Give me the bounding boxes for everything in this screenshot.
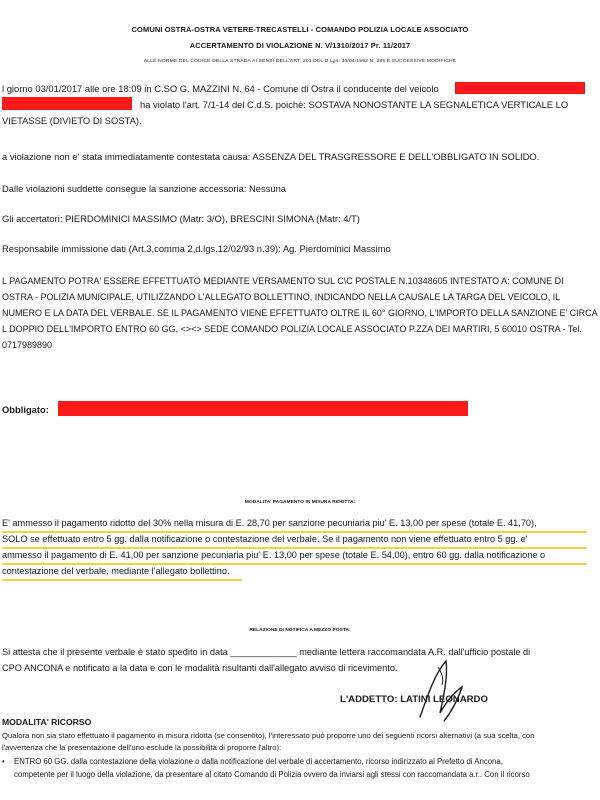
bullet-icon: • — [2, 757, 5, 766]
appeal-title: MODALITA' RICORSO — [2, 717, 92, 727]
redacted-obligated-party — [58, 401, 468, 416]
reduced-payment-line-1: E' ammesso il pagamento ridotto del 30% nella misura di E. 28,70 per sanzione pecuniaria piu' E. 13,00 per spese (totale E. 41,70), — [2, 518, 537, 528]
violation-line-2: ha violato l'art. 7/1-14 del C.d.S. poichè: SOSTAVA NONOSTANTE LA SEGNALETICA VERTICALE LO — [140, 99, 569, 110]
redacted-vehicle-plate — [455, 82, 585, 94]
highlight-underline-1 — [2, 531, 587, 533]
violation-line-1: l giorno 03/01/2017 alle ore 18:09 in C.SO G. MAZZINI N. 64 - Comune di Ostra il conducente del veicolo — [2, 83, 439, 94]
accessory-sanction: Dalle violazioni suddette consegue la sanzione accessoria: Nessuna — [2, 183, 287, 194]
legal-note: ALLE NORME DEL CODICE DELLA STRADA AI SENSI DELL'ART. 201 DEL D.Lgs. 30/04/1992 N. 285 E SUCCESSIVE MODIFICHE — [143, 59, 457, 64]
notification-line-1: Si attesta che il presente verbale è stato spedito in data _____________ mediante lettera raccomandata A.R. dall'ufficio postale di — [2, 647, 531, 657]
highlight-underline-4 — [2, 579, 242, 581]
highlight-underline-3 — [2, 563, 587, 565]
officer-name: L'ADDETTO: LATINI LEONARDO — [340, 694, 488, 705]
contestation-reason: a violazione non e' stata immediatamente contestata causa: ASSENZA DEL TRASGRESSORE E DELL'OBBLIGATO IN SOLIDO. — [2, 151, 540, 162]
appeal-line-2: l'avvertenza che la presentazione dell'uno esclude la possibilità di proporre l'altro): — [2, 743, 282, 752]
reduced-payment-line-3: ammesso il pagamento di E. 41,00 per sanzione pecuniaria piu' E. 13,00 per spese (totale E. 54,00), entro 60 gg. dalla notificazione o — [2, 550, 546, 560]
appeal-line-4: competente per il luogo della violazione, da presentare al citato Comando di Polizia ovvero da inviarsi agli stessi con raccomandata a.r.. Con il ricorso — [14, 770, 530, 779]
reduced-payment-line-2: SOLO se effettuato entro 5 gg. dalla notificazione o contestazione del verbale. Se il pagamento non viene effettuato entro 5 gg. e' — [2, 534, 528, 544]
payment-line-1: L PAGAMENTO POTRA' ESSERE EFFETTUATO MEDIANTE VERSAMENTO SUL C\C POSTALE N.10348605 INTESTATO A: COMUNE DI — [2, 276, 564, 286]
payment-line-2: OSTRA - POLIZIA MUNICIPALE, UTILIZZANDO L'ALLEGATO BOLLETTINO, INDICANDO NELLA CAUSALE LA TARGA DEL VEICOLO, IL — [2, 292, 561, 302]
appeal-line-3: ENTRO 60 GG. dalla contestazione della violazione o dalla notificazione del verbale di accertamento, ricorso indirizzato al Prefetto di Ancona, — [14, 757, 503, 766]
agents-line: Gli accertatori: PIERDOMINICI MASSIMO (Matr: 3/O), BRESCINI SIMONA (Matr: 4/T) — [2, 213, 360, 224]
redacted-vehicle-model — [2, 97, 132, 110]
reduced-payment-title: MODALITA' PAGAMENTO IN MISURA RIDOTTA: — [244, 500, 356, 505]
highlight-underline-2 — [2, 547, 587, 549]
reduced-payment-line-4: contestazione del verbale, mediante l'allegato bollettino. — [2, 566, 230, 576]
handwritten-signature — [400, 655, 480, 725]
notice-number-title: ACCERTAMENTO DI VIOLAZIONE N. V/1310/2017 Pr. 11/2017 — [189, 41, 411, 50]
payment-line-5: 0717989890 — [2, 340, 53, 350]
appeal-line-1: Qualora non sia stato effettuato il pagamento in misura ridotta (se consentito), l'interessato può proporre uno dei seguenti ricorsi alternativi (a sua scelta, con — [2, 731, 535, 740]
payment-line-3: NUMERO E LA DATA DEL VERBALE. SE IL PAGAMENTO VIENE EFFETTUATO OLTRE IL 60° GIORNO, L'IMPORTO DELLA SANZIONE E' CIRCA — [2, 308, 598, 318]
payment-line-4: L DOPPIO DELL'IMPORTO ENTRO 60 GG. <><> SEDE COMANDO POLIZIA LOCALE ASSOCIATO P.ZZA DEI MARTIRI, 5 60010 OSTRA - Tel. — [2, 324, 582, 334]
header-title: COMUNI OSTRA-OSTRA VETERE-TRECASTELLI - COMANDO POLIZIA LOCALE ASSOCIATO — [131, 25, 469, 34]
obbligato-label: Obbligato: — [2, 404, 49, 415]
data-entry-responsible: Responsabile immissione dati (Art.3,comma 2,d.lgs.12/02/93 n.39): Ag. Pierdominici Massimo — [2, 243, 391, 254]
notification-line-2: CPO ANCONA e notificato a la data e con le modalità risultanti dall'allegato avviso di ricevimento. — [2, 663, 398, 673]
violation-line-3: VIETASSE (DIVIETO DI SOSTA). — [2, 115, 142, 126]
notification-title: RELAZIONE DI NOTIFICA A MEZZO POSTA: — [249, 628, 351, 633]
